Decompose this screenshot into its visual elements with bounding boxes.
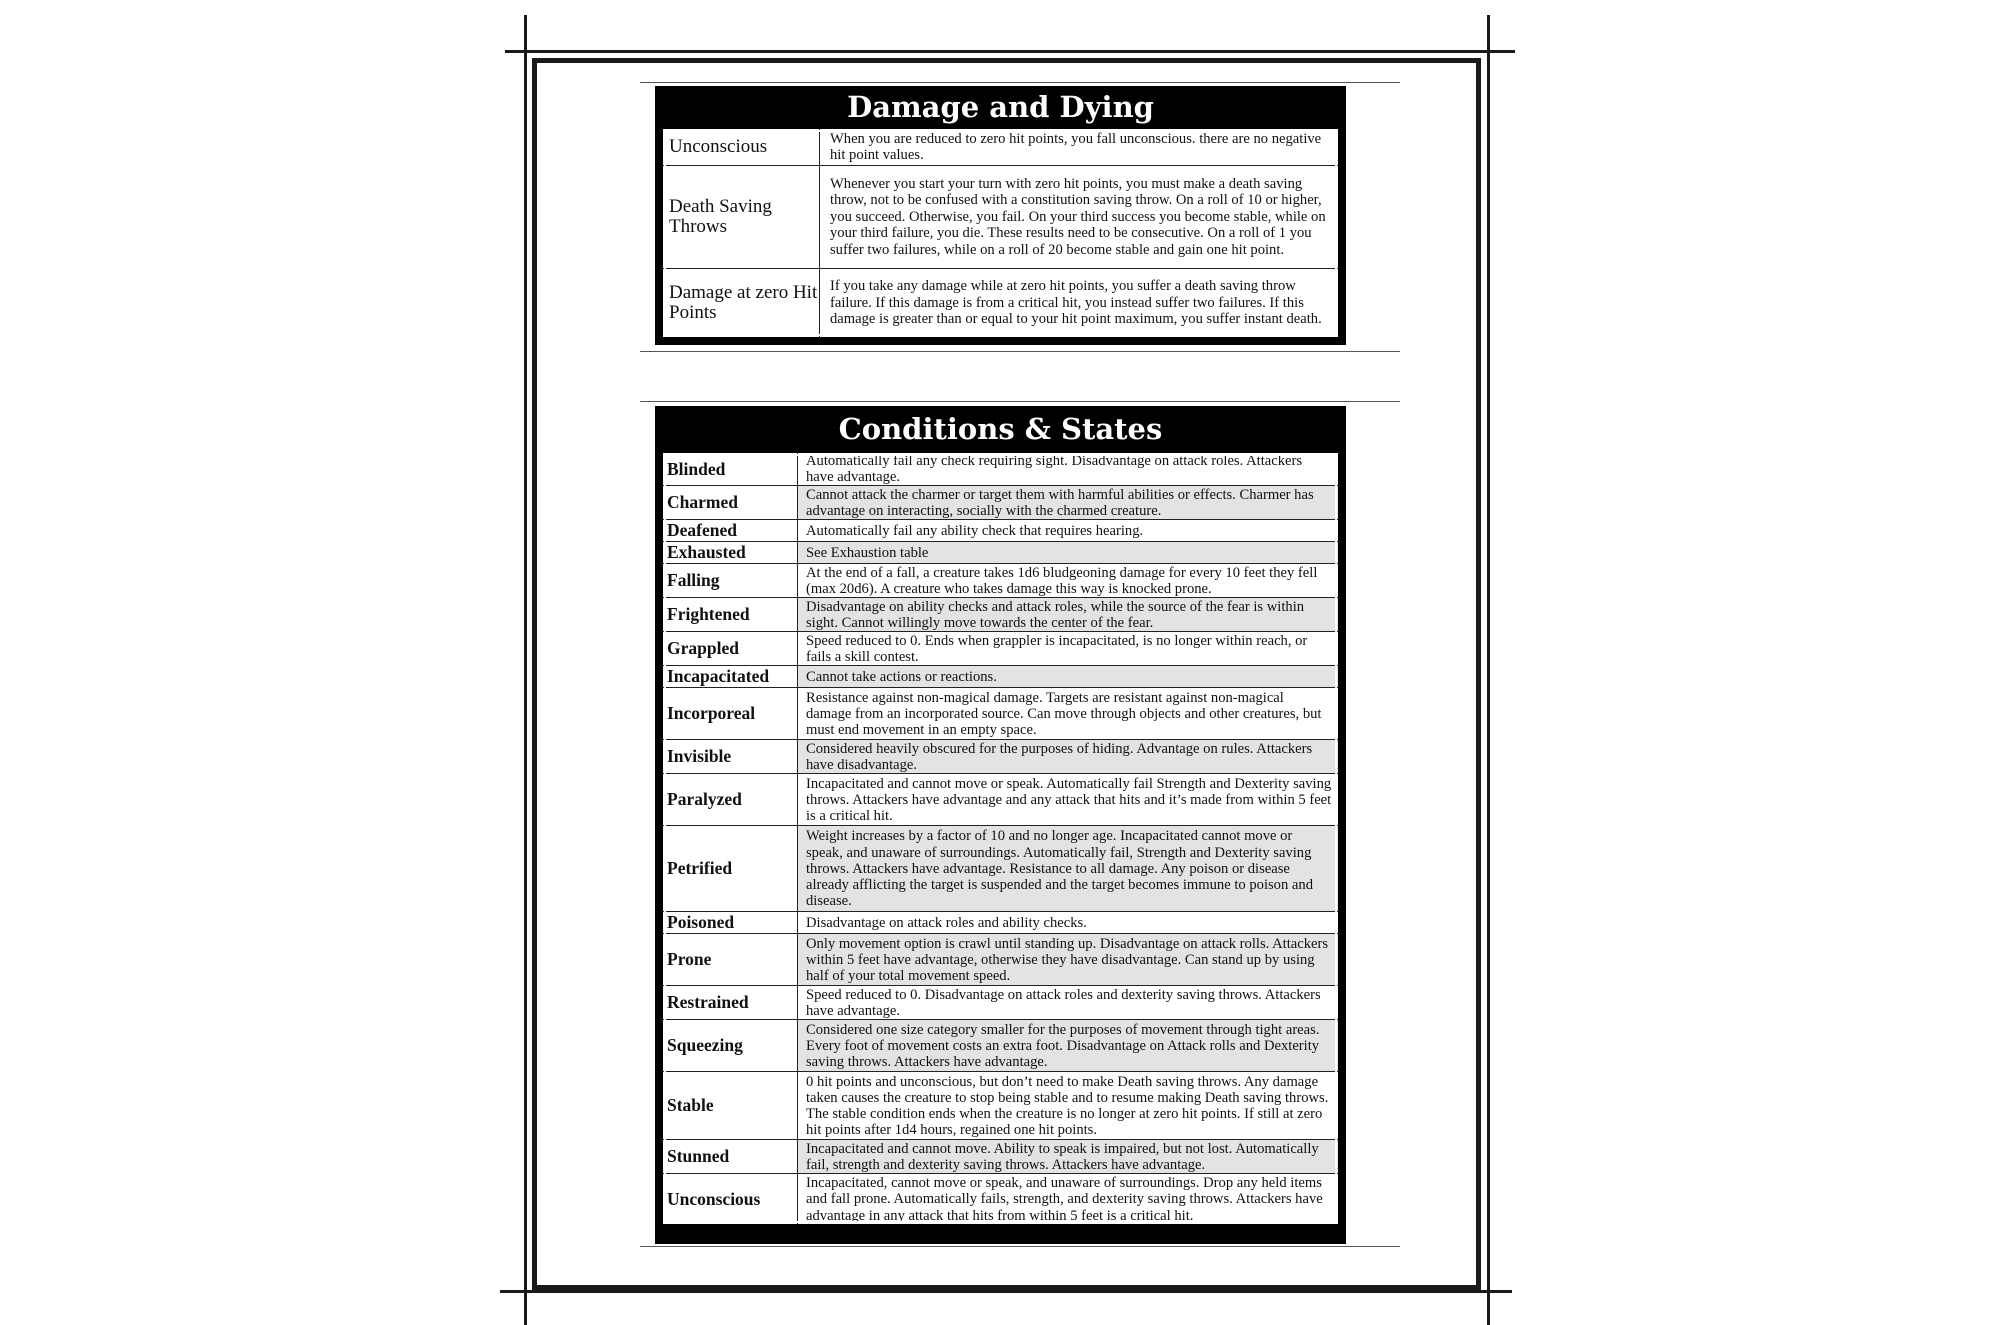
condition-name: Paralyzed [662,774,798,826]
damage-table [660,126,1341,340]
row-label: Damage at zero Hit Points [662,269,820,339]
table-row [662,632,1340,666]
table-row [662,452,1340,486]
condition-name: Grappled [662,632,798,666]
row-description: When you are reduced to zero hit points, you fall unconscious. there are no negative hit point values. [820,128,1340,166]
condition-name: Incorporeal [662,688,798,740]
table-row [662,128,1340,166]
condition-description: At the end of a fall, a creature takes 1d6 bludgeoning damage for every 10 feet they fell (max 20d6). A creature who takes damage this way is knocked prone. [798,564,1340,598]
table-row [662,912,1340,934]
condition-name: Blinded [662,452,798,486]
condition-description: Disadvantage on attack roles and ability checks. [798,912,1340,934]
frame-line-bottom [500,1290,1512,1293]
condition-description: See Exhaustion table [798,542,1340,564]
table-row [662,666,1340,688]
conditions-panel [655,406,1346,1244]
frame-line-top [505,50,1515,53]
condition-name: Invisible [662,740,798,774]
condition-description: Weight increases by a factor of 10 and no longer age. Incapacitated cannot move or speak, and unaware of surroundings. Automatically fail, Strength and Dexterity saving throws. Attackers have advantage. Resistance to all damage. Any poison or disease already afflicting the target is suspended and the target becomes immune to poison and disease. [798,826,1340,912]
condition-description: Cannot attack the charmer or target them with harmful abilities or effects. Charmer has advantage on interacting, socially with the charmed creature. [798,486,1340,520]
table-row [662,774,1340,826]
condition-name: Incapacitated [662,666,798,688]
damage-and-dying-panel [655,86,1346,345]
condition-description: Incapacitated and cannot move. Ability to speak is impaired, but not lost. Automatically fail, strength and dexterity saving throws. Attackers have advantage. [798,1140,1340,1174]
condition-name: Unconscious [662,1174,798,1226]
table-row [662,1072,1340,1140]
condition-description: Disadvantage on ability checks and attack roles, while the source of the fear is within sight. Cannot willingly move towards the center of the fear. [798,598,1340,632]
condition-name: Petrified [662,826,798,912]
table-row [662,564,1340,598]
condition-description: Considered one size category smaller for the purposes of movement through tight areas. Every foot of movement costs an extra foot. Disadvantage on Attack rolls and Dexterity saving throws. Attackers have advantage. [798,1020,1340,1072]
condition-name: Deafened [662,520,798,542]
table-row [662,1140,1340,1174]
condition-name: Stable [662,1072,798,1140]
table-row [662,740,1340,774]
conditions-panel-title: Conditions & States [838,412,1163,446]
condition-name: Squeezing [662,1020,798,1072]
condition-name: Frightened [662,598,798,632]
table-row [662,688,1340,740]
condition-description: Speed reduced to 0. Ends when grappler is incapacitated, is no longer within reach, or fails a skill contest. [798,632,1340,666]
frame-line-left [524,15,527,1325]
table-row [662,520,1340,542]
table-row [662,1020,1340,1072]
crop-mark [640,351,1400,352]
condition-description: Speed reduced to 0. Disadvantage on attack roles and dexterity saving throws. Attackers have advantage. [798,986,1340,1020]
table-row [662,934,1340,986]
condition-description: Incapacitated and cannot move or speak. Automatically fail Strength and Dexterity saving throws. Attackers have advantage and any attack that hits and it’s made from within 5 feet is a critical hit. [798,774,1340,826]
table-row [662,542,1340,564]
condition-description: Automatically fail any check requiring sight. Disadvantage on attack roles. Attackers have advantage. [798,452,1340,486]
frame-line-right [1487,15,1490,1325]
condition-name: Charmed [662,486,798,520]
condition-name: Poisoned [662,912,798,934]
condition-description: Only movement option is crawl until standing up. Disadvantage on attack rolls. Attackers within 5 feet have advantage, otherwise they have disadvantage. Can stand up by using half of your total movement speed. [798,934,1340,986]
conditions-table [660,450,1341,1227]
table-row [662,826,1340,912]
row-description: If you take any damage while at zero hit points, you suffer a death saving throw failure. If this damage is from a critical hit, you instead suffer two failures. If this damage is greater than or equal to your hit point maximum, you suffer instant death. [820,269,1340,339]
table-row [662,269,1340,339]
row-description: Whenever you start your turn with zero hit points, you must make a death saving throw, not to be confused with a constitution saving throw. On a roll of 10 or higher, you succeed. Otherwise, you fail. On your third success you become stable, while on your third failure, you die. These results need to be consecutive. On a roll of 1 you suffer two failures, while on a roll of 20 become stable and gain one hit point. [820,166,1340,269]
condition-name: Exhausted [662,542,798,564]
table-row [662,486,1340,520]
condition-name: Falling [662,564,798,598]
table-row [662,598,1340,632]
condition-description: Considered heavily obscured for the purposes of hiding. Advantage on rules. Attackers have disadvantage. [798,740,1340,774]
table-row [662,986,1340,1020]
table-row [662,166,1340,269]
condition-description: Incapacitated, cannot move or speak, and unaware of surroundings. Drop any held items and fall prone. Automatically fails, strength, and dexterity saving throws. Attackers have advantage in any attack that hits from within 5 feet is a critical hit. [798,1174,1340,1226]
row-label: Unconscious [662,128,820,166]
condition-name: Prone [662,934,798,986]
condition-description: 0 hit points and unconscious, but don’t need to make Death saving throws. Any damage taken causes the creature to stop being stable and to resume making Death saving throws. The stable condition ends when the creature is no longer at zero hit points. If still at zero hit points after 1d4 hours, regained one hit points. [798,1072,1340,1140]
condition-description: Cannot take actions or reactions. [798,666,1340,688]
crop-mark [640,82,1400,83]
damage-panel-title: Damage and Dying [847,90,1154,124]
condition-description: Resistance against non-magical damage. Targets are resistant against non-magical damage from an incorporated source. Can move through objects and other creatures, but must end movement in an empty space. [798,688,1340,740]
condition-description: Automatically fail any ability check that requires hearing. [798,520,1340,542]
table-row [662,1174,1340,1226]
condition-name: Restrained [662,986,798,1020]
crop-mark [640,401,1400,402]
row-label: Death Saving Throws [662,166,820,269]
crop-mark [640,1246,1400,1247]
condition-name: Stunned [662,1140,798,1174]
